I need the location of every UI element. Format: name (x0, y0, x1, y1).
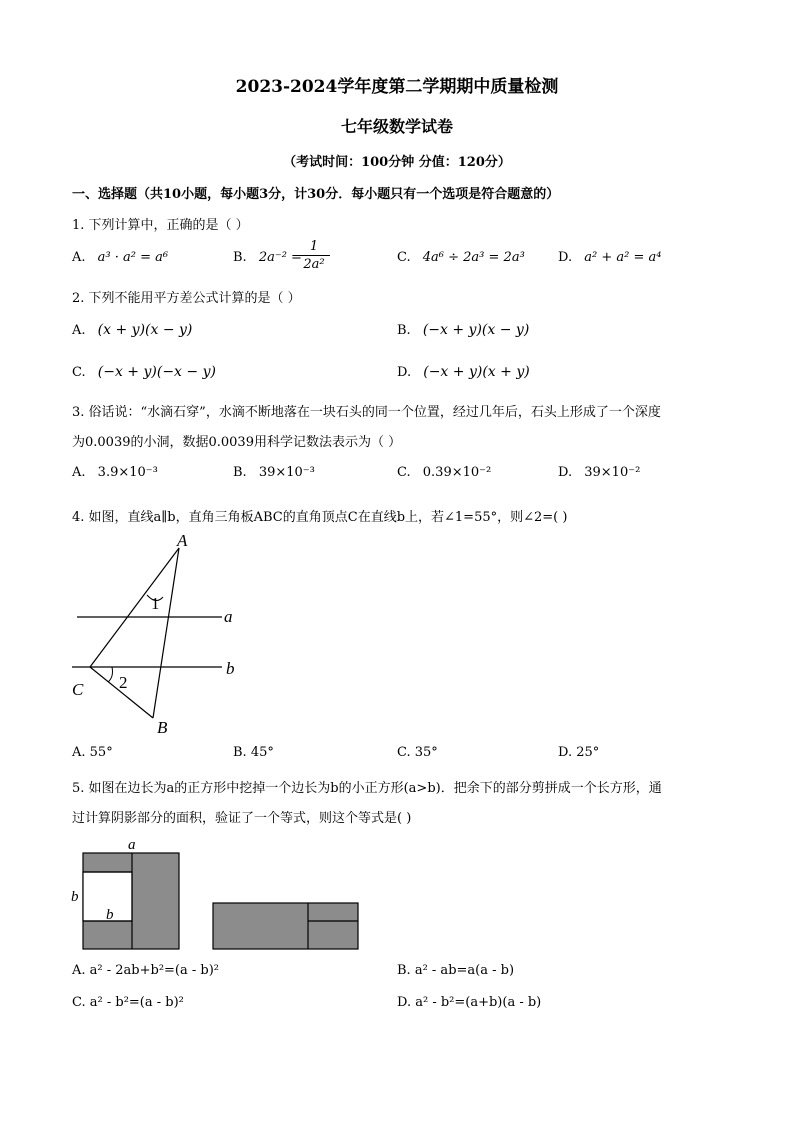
vertex-a-label: A (177, 531, 188, 550)
section-heading: 一、选择题（共10小题，每小题3分，计30分．每小题只有一个选项是符合题意的） (72, 187, 560, 202)
q4-option-c: C. 35° (397, 745, 438, 760)
vertex-c-label: C (72, 680, 84, 699)
angle-2-arc (108, 667, 113, 682)
q2-option-b-text: (−x + y)(x − y) (422, 322, 530, 338)
triangle-side-ca (90, 548, 179, 667)
q1-option-b-left: 2a⁻² = (258, 250, 302, 265)
q2-option-a (72, 322, 192, 338)
question-5-stem-line2: 过计算阴影部分的面积，验证了一个等式，则这个等式是( ) (72, 811, 412, 826)
question-5-stem-line1: 5. 如图在边长为a的正方形中挖掉一个边长为b的小正方形(a>b)．把余下的部分剪拼成一个长方形，通 (72, 781, 662, 796)
q1-fraction-denominator: 2a² (303, 257, 325, 272)
q3-option-a-text: 3.9×10⁻³ (97, 465, 158, 480)
q3-option-a-label: A. (72, 465, 86, 480)
q4-option-a: A. 55° (72, 745, 113, 760)
q2-option-d-text: (−x + y)(x + y) (423, 364, 530, 380)
exam-title: 2023-2024学年度第二学期期中质量检测 (235, 77, 559, 97)
angle-1-label: 1 (151, 594, 160, 613)
q3-option-b-text: 39×10⁻³ (258, 465, 315, 480)
q5-option-c: C. a² - b²=(a - b)² (72, 995, 184, 1010)
q1-option-c-text: 4a⁶ ÷ 2a³ = 2a³ (422, 250, 525, 265)
q5-figure-squares-rectangle (66, 833, 366, 955)
q3-option-c (397, 465, 491, 480)
q1-option-d (558, 250, 661, 265)
q3-option-c-text: 0.39×10⁻² (422, 465, 492, 480)
q3-option-c-label: C. (397, 465, 411, 480)
q2-option-c (72, 364, 216, 380)
line-a-label: a (224, 607, 233, 626)
q3-option-d-label: D. (558, 465, 573, 480)
q1-option-b-label: B. (233, 250, 247, 265)
question-1-stem: 1. 下列计算中，正确的是（ ） (72, 218, 249, 233)
q2-option-c-label: C. (72, 365, 86, 380)
q2-option-a-text: (x + y)(x − y) (97, 322, 193, 338)
question-2-stem: 2. 下列不能用平方差公式计算的是（ ） (72, 291, 301, 306)
q5-option-b: B. a² - ab=a(a - b) (397, 963, 515, 978)
side-a-label: a (128, 837, 136, 853)
q3-option-a (72, 465, 158, 480)
q2-option-b-label: B. (397, 323, 411, 338)
q3-option-d (558, 465, 640, 480)
q1-option-b (233, 250, 302, 265)
question-4-stem: 4. 如图，直线a∥b，直角三角板ABC的直角顶点C在直线b上，若∠1=55°，则∠2=( ) (72, 510, 568, 525)
q2-option-a-label: A. (72, 323, 86, 338)
q1-option-a-text: a³ · a² = a⁶ (97, 250, 169, 265)
question-3-stem-line2: 为0.0039的小洞，数据0.0039用科学记数法表示为（ ） (72, 435, 402, 450)
rearranged-rectangle (213, 903, 358, 949)
q4-figure-parallel-lines-triangle (60, 525, 260, 740)
q4-option-b: B. 45° (233, 745, 274, 760)
q2-option-d (397, 364, 530, 380)
q1-option-d-label: D. (558, 250, 573, 265)
q3-option-b-label: B. (233, 465, 247, 480)
q1-option-c (397, 250, 525, 265)
question-3-stem-line1: 3. 俗话说：“水滴石穿”，水滴不断地落在一块石头的同一个位置，经过几年后，石头上形成了一个深度 (72, 405, 661, 420)
q5-option-d: D. a² - b²=(a+b)(a - b) (397, 995, 542, 1010)
side-b-label: b (71, 889, 79, 905)
q1-fraction-numerator: 1 (309, 239, 319, 254)
q4-option-d: D. 25° (558, 745, 600, 760)
inner-b-label: b (106, 907, 114, 923)
q1-option-a-label: A. (72, 250, 86, 265)
q2-option-b (397, 322, 529, 338)
line-b-label: b (226, 659, 235, 678)
q1-option-b-fraction (298, 239, 330, 272)
q5-option-a: A. a² - 2ab+b²=(a - b)² (72, 963, 220, 978)
q1-option-a (72, 250, 168, 265)
vertex-b-label: B (157, 718, 168, 737)
fraction-bar (298, 255, 330, 256)
q1-option-c-label: C. (397, 250, 411, 265)
triangle-side-ab (153, 548, 179, 718)
angle-2-label: 2 (119, 673, 128, 692)
exam-info: （考试时间：100分钟 分值：120分） (283, 155, 511, 170)
q3-option-b (233, 465, 315, 480)
q1-option-d-text: a² + a² = a⁴ (584, 250, 662, 265)
exam-subtitle: 七年级数学试卷 (340, 117, 453, 136)
q3-option-d-text: 39×10⁻² (584, 465, 641, 480)
q2-option-c-text: (−x + y)(−x − y) (97, 364, 216, 380)
q2-option-d-label: D. (397, 365, 412, 380)
